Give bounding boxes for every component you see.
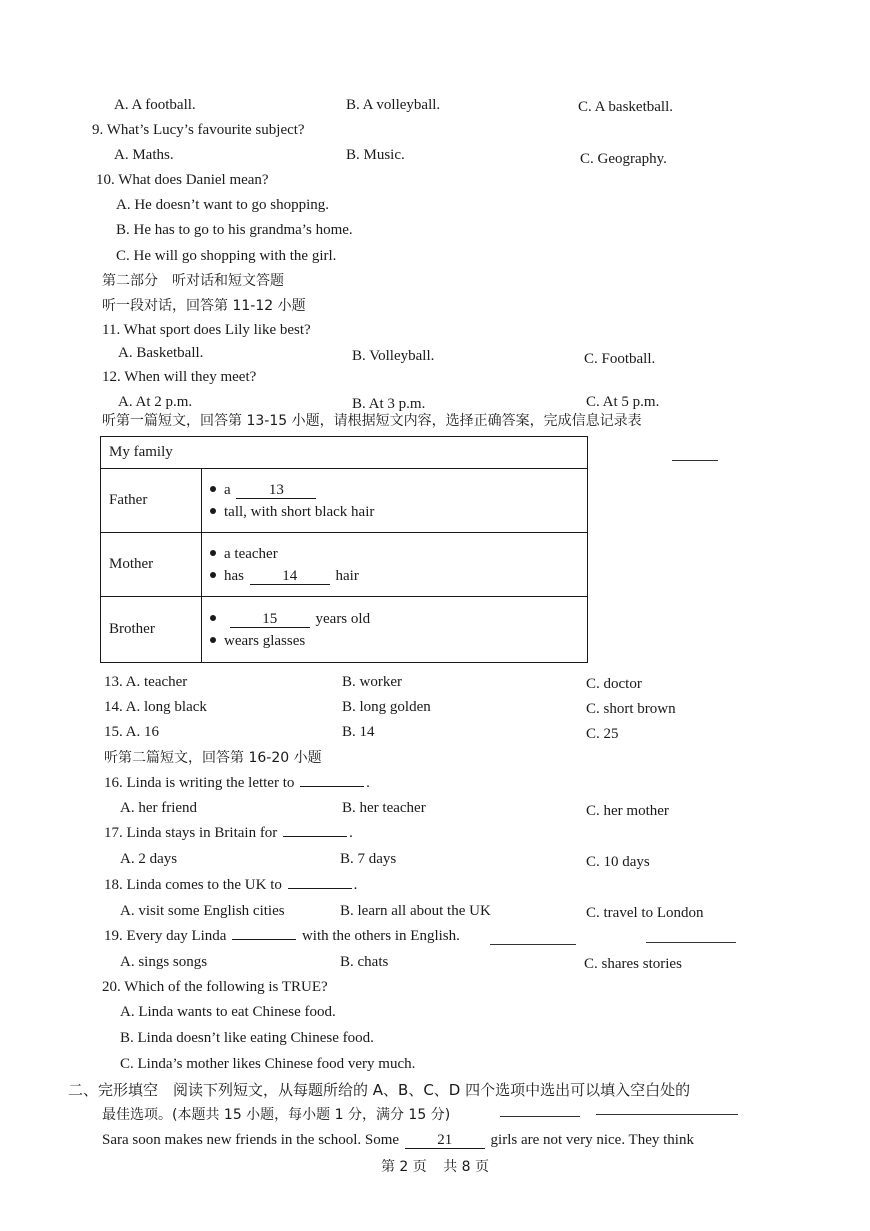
info-record-table <box>100 436 588 663</box>
q10-option-a: A. He doesn’t want to go shopping. <box>116 197 330 213</box>
brother-details <box>202 597 588 663</box>
bullet-icon <box>210 572 216 578</box>
q19-option-a: A. sings songs <box>120 954 208 970</box>
q18-option-b: B. learn all about the UK <box>340 903 491 919</box>
q12-stem: 12. When will they meet? <box>102 369 257 385</box>
section2-line2: 最佳选项。(本题共 15 小题，每小题 1 分，满分 15 分) <box>102 1107 451 1123</box>
q16-option-a: A. her friend <box>120 800 198 816</box>
q13-option-a: 13. A. teacher <box>104 674 188 690</box>
q9-option-a: A. Maths. <box>114 147 174 163</box>
q10-option-b: B. He has to go to his grandma’s home. <box>116 222 353 238</box>
q18-option-a: A. visit some English cities <box>120 903 285 919</box>
bullet-icon <box>210 615 216 621</box>
q14-option-c: C. short brown <box>586 701 676 717</box>
q11-stem: 11. What sport does Lily like best? <box>102 322 311 338</box>
bullet-icon <box>210 508 216 514</box>
q17-blank[interactable] <box>283 836 347 837</box>
q15-option-b: B. 14 <box>342 724 375 740</box>
bullet-icon <box>210 486 216 492</box>
q12-option-b: B. At 3 p.m. <box>352 396 426 412</box>
bullet-icon <box>210 550 216 556</box>
q17-option-b: B. 7 days <box>340 851 397 867</box>
q11-option-a: A. Basketball. <box>118 345 204 361</box>
mother-line-2: has 14 hair <box>210 565 579 587</box>
part2-intro: 听一段对话，回答第 11-12 小题 <box>102 298 306 314</box>
blank-21[interactable]: 21 <box>405 1132 485 1149</box>
mother-line-1: a teacher <box>210 543 579 565</box>
q17-option-c: C. 10 days <box>586 854 650 870</box>
page-number: 第 2 页 <box>380 1159 427 1175</box>
q20-option-a: A. Linda wants to eat Chinese food. <box>120 1004 336 1020</box>
q9-option-c: C. Geography. <box>580 151 667 167</box>
q9-stem: 9. What’s Lucy’s favourite subject? <box>92 122 305 138</box>
q13-option-b: B. worker <box>342 674 402 690</box>
decorative-rule <box>672 460 718 461</box>
page-footer <box>0 1156 870 1176</box>
decorative-rule <box>490 944 576 945</box>
bullet-icon <box>210 637 216 643</box>
q20-option-b: B. Linda doesn’t like eating Chinese food. <box>120 1030 374 1046</box>
decorative-rule <box>596 1114 738 1115</box>
q18-blank[interactable] <box>288 888 352 889</box>
q19-option-b: B. chats <box>340 954 389 970</box>
q16-option-c: C. her mother <box>586 803 669 819</box>
blank-13[interactable]: 13 <box>236 482 316 499</box>
mother-details <box>202 533 588 597</box>
q16-option-b: B. her teacher <box>342 800 426 816</box>
q11-option-c: C. Football. <box>584 351 656 367</box>
passage2-intro: 听第二篇短文，回答第 16-20 小题 <box>104 750 322 766</box>
q8-option-c: C. A basketball. <box>578 99 673 115</box>
brother-line-1: 15 years old <box>210 608 579 630</box>
q11-option-b: B. Volleyball. <box>352 348 435 364</box>
q12-option-c: C. At 5 p.m. <box>586 394 660 410</box>
q19-option-c: C. shares stories <box>584 956 682 972</box>
q8-option-b: B. A volleyball. <box>346 97 441 113</box>
q15-option-a: 15. A. 16 <box>104 724 160 740</box>
brother-label: Brother <box>101 597 202 663</box>
father-line-2: tall, with short black hair <box>210 501 579 523</box>
father-details <box>202 469 588 533</box>
father-label: Father <box>101 469 202 533</box>
q16-blank[interactable] <box>300 786 364 787</box>
blank-15[interactable]: 15 <box>230 611 310 628</box>
q20-option-c: C. Linda’s mother likes Chinese food very much. <box>120 1056 416 1072</box>
q18-stem: 18. Linda comes to the UK to . <box>104 877 358 893</box>
q15-option-c: C. 25 <box>586 726 619 742</box>
q16-stem: 16. Linda is writing the letter to . <box>104 775 370 791</box>
q17-option-a: A. 2 days <box>120 851 178 867</box>
q17-stem: 17. Linda stays in Britain for . <box>104 825 353 841</box>
page-total: 共 8 页 <box>443 1159 490 1175</box>
q8-option-a: A. A football. <box>114 97 196 113</box>
q19-blank[interactable] <box>232 939 296 940</box>
decorative-rule <box>500 1116 580 1117</box>
father-line-1: a 13 <box>210 479 579 501</box>
q14-option-b: B. long golden <box>342 699 431 715</box>
section2-title: 二、完形填空 阅读下列短文，从每题所给的 A、B、C、D 四个选项中选出可以填入空白处的 <box>68 1081 691 1099</box>
q10-option-c: C. He will go shopping with the girl. <box>116 248 337 264</box>
q14-option-a: 14. A. long black <box>104 699 207 715</box>
q9-option-b: B. Music. <box>346 147 405 163</box>
passage1-intro: 听第一篇短文，回答第 13-15 小题，请根据短文内容，选择正确答案，完成信息记录表 <box>102 413 642 429</box>
q13-option-c: C. doctor <box>586 676 642 692</box>
q19-stem: 19. Every day Linda with the others in English. <box>104 928 460 944</box>
blank-14[interactable]: 14 <box>250 568 330 585</box>
q10-stem: 10. What does Daniel mean? <box>96 172 269 188</box>
q12-option-a: A. At 2 p.m. <box>118 394 193 410</box>
decorative-rule <box>646 942 736 943</box>
brother-line-2: wears glasses <box>210 630 579 652</box>
cloze-first-line: Sara soon makes new friends in the school. Some 21 girls are not very nice. They think <box>102 1132 694 1148</box>
part2-title: 第二部分 听对话和短文答题 <box>102 273 284 289</box>
q18-option-c: C. travel to London <box>586 905 704 921</box>
table-header: My family <box>101 437 588 469</box>
q20-stem: 20. Which of the following is TRUE? <box>102 979 328 995</box>
mother-label: Mother <box>101 533 202 597</box>
